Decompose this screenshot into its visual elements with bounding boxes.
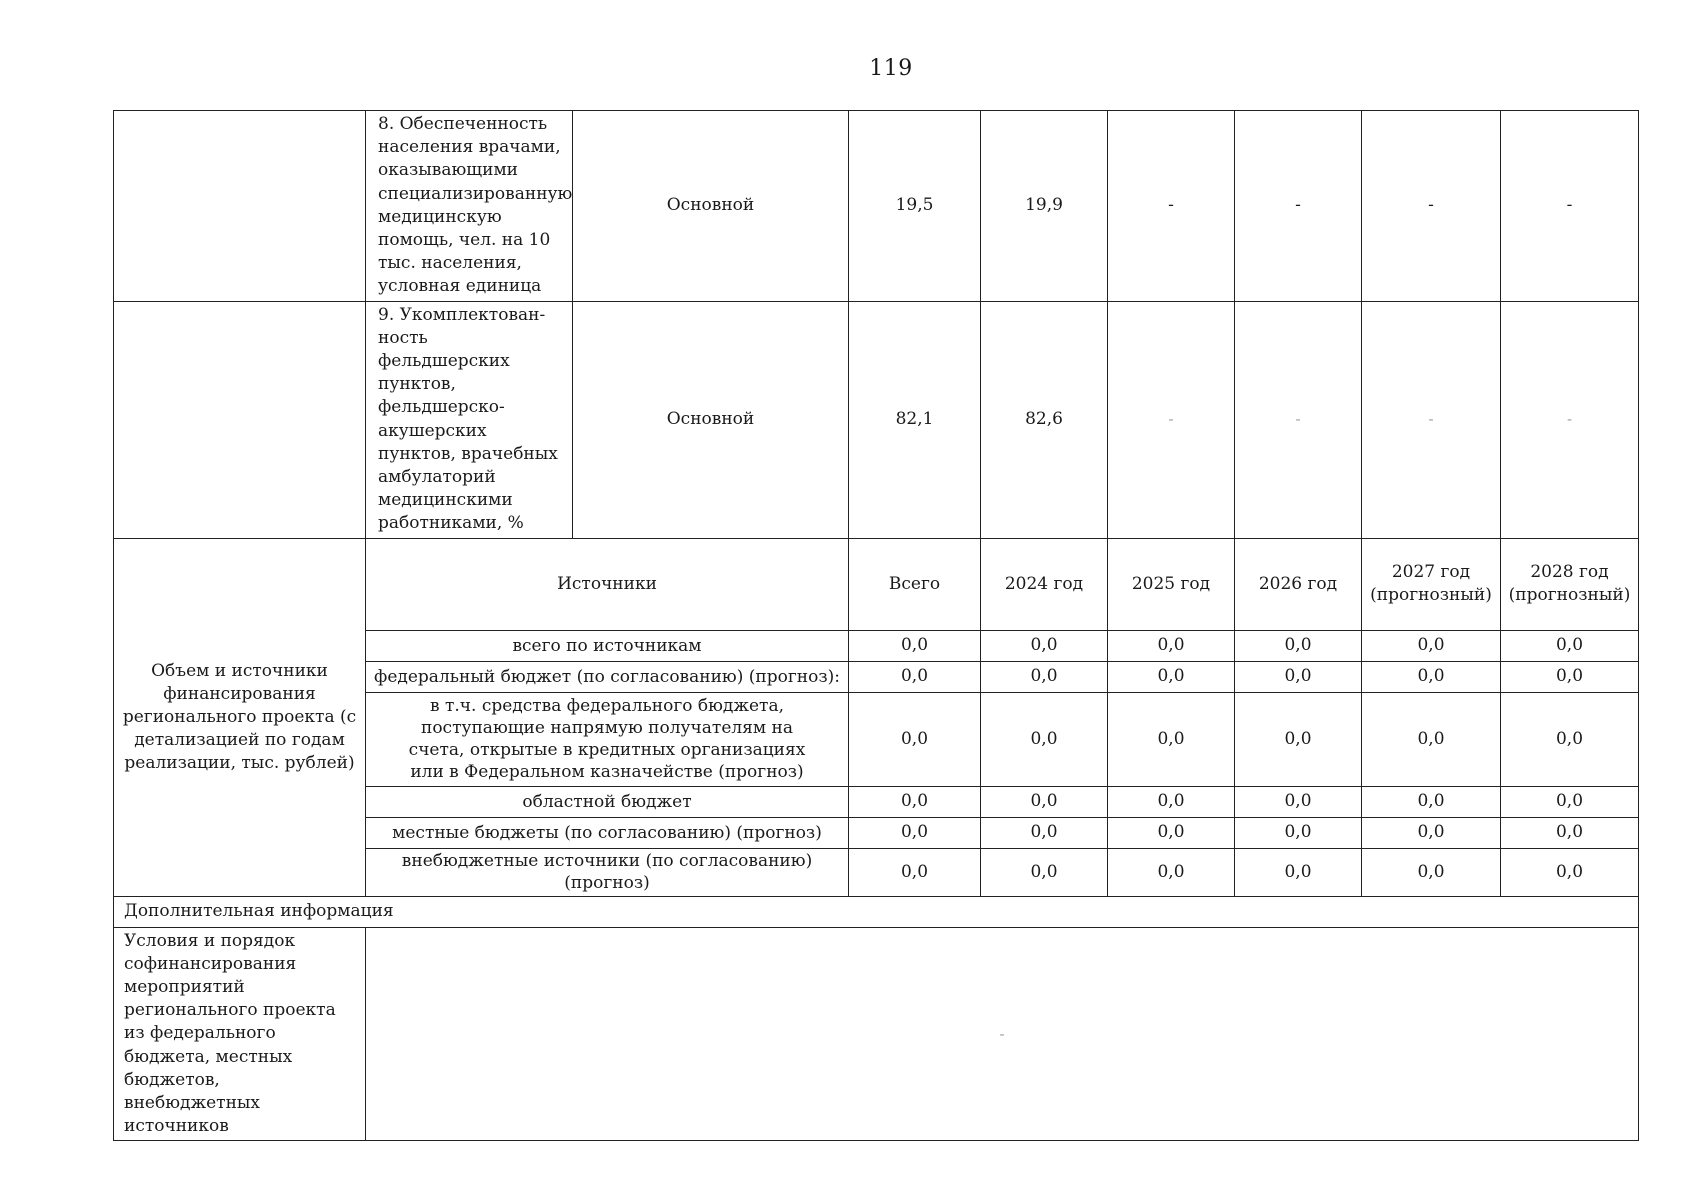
source-name: всего по источникам [366, 630, 849, 661]
additional-info-title: Дополнительная информация [114, 896, 1639, 927]
empty-label-cell [114, 301, 366, 538]
source-value: 0,0 [1108, 692, 1235, 786]
source-value: 0,0 [849, 692, 981, 786]
indicator-name: 8. Обеспеченность населения врачами, оказывающими специализированную медицинскую помощь, чел. на 10 тыс. населения, условная единица [366, 111, 573, 302]
source-value: 0,0 [1501, 848, 1639, 896]
header-year: 2026 год [1235, 538, 1362, 630]
header-total: Всего [849, 538, 981, 630]
source-value: 0,0 [981, 661, 1108, 692]
source-value: 0,0 [1108, 661, 1235, 692]
source-value: 0,0 [1108, 817, 1235, 848]
indicator-value: - [1235, 111, 1362, 302]
source-value: 0,0 [849, 848, 981, 896]
source-name: областной бюджет [366, 786, 849, 817]
indicator-value: - [1501, 111, 1639, 302]
source-value: 0,0 [849, 661, 981, 692]
source-value: 0,0 [849, 786, 981, 817]
source-value: 0,0 [1108, 848, 1235, 896]
source-value: 0,0 [1235, 848, 1362, 896]
indicator-value: 82,6 [981, 301, 1108, 538]
source-name: в т.ч. средства федерального бюджета, поступающие напрямую получателям на счета, открытые в кредитных организациях или в Федеральном казначействе (прогноз) [366, 692, 849, 786]
source-value: 0,0 [1362, 630, 1501, 661]
indicator-value: 19,5 [849, 111, 981, 302]
source-value: 0,0 [1235, 817, 1362, 848]
indicator-value: - [1108, 301, 1235, 538]
source-value: 0,0 [1108, 630, 1235, 661]
page-number: 119 [869, 56, 913, 81]
source-value: 0,0 [1235, 786, 1362, 817]
indicator-value: - [1235, 301, 1362, 538]
indicator-value: - [1362, 111, 1501, 302]
source-value: 0,0 [1501, 692, 1639, 786]
source-value: 0,0 [1108, 786, 1235, 817]
header-year: 2028 год (прогнозный) [1501, 538, 1639, 630]
source-value: 0,0 [849, 817, 981, 848]
source-value: 0,0 [1501, 786, 1639, 817]
source-value: 0,0 [1501, 817, 1639, 848]
source-value: 0,0 [981, 848, 1108, 896]
source-value: 0,0 [1235, 692, 1362, 786]
indicator-type: Основной [573, 301, 849, 538]
indicator-value: - [1108, 111, 1235, 302]
source-value: 0,0 [849, 630, 981, 661]
indicator-value: 19,9 [981, 111, 1108, 302]
indicator-value: 82,1 [849, 301, 981, 538]
empty-label-cell [114, 111, 366, 302]
source-value: 0,0 [1362, 692, 1501, 786]
financing-label: Объем и источники финансирования регионального проекта (с детализацией по годам реализации, тыс. рублей) [114, 538, 366, 896]
header-year: 2025 год [1108, 538, 1235, 630]
financing-header-row [114, 538, 1639, 630]
header-year: 2027 год (прогнозный) [1362, 538, 1501, 630]
source-value: 0,0 [981, 786, 1108, 817]
source-value: 0,0 [1235, 661, 1362, 692]
passport-table [113, 110, 1639, 1141]
indicator-value: - [1501, 301, 1639, 538]
source-name: местные бюджеты (по согласованию) (прогноз) [366, 817, 849, 848]
source-value: 0,0 [1362, 661, 1501, 692]
cofinancing-row [114, 927, 1639, 1141]
indicator-type: Основной [573, 111, 849, 302]
cofinancing-value: - [366, 927, 1639, 1141]
indicator-value: - [1362, 301, 1501, 538]
cofinancing-label: Условия и порядок софинансирования мероприятий регионального проекта из федерального бюджета, местных бюджетов, внебюджетных источников [114, 927, 366, 1141]
source-value: 0,0 [981, 630, 1108, 661]
header-year: 2024 год [981, 538, 1108, 630]
source-value: 0,0 [1501, 661, 1639, 692]
header-sources: Источники [366, 538, 849, 630]
source-value: 0,0 [981, 817, 1108, 848]
source-value: 0,0 [1362, 786, 1501, 817]
source-value: 0,0 [1235, 630, 1362, 661]
indicator-row [114, 111, 1639, 302]
additional-info-row [114, 896, 1639, 927]
source-name: федеральный бюджет (по согласованию) (прогноз): [366, 661, 849, 692]
source-value: 0,0 [1362, 848, 1501, 896]
source-value: 0,0 [1501, 630, 1639, 661]
source-name: внебюджетные источники (по согласованию) (прогноз) [366, 848, 849, 896]
indicator-name: 9. Укомплектован-ность фельдшерских пунктов, фельдшерско-акушерских пунктов, врачебных амбулаторий медицинскими работниками, % [366, 301, 573, 538]
indicator-row [114, 301, 1639, 538]
source-value: 0,0 [981, 692, 1108, 786]
source-value: 0,0 [1362, 817, 1501, 848]
